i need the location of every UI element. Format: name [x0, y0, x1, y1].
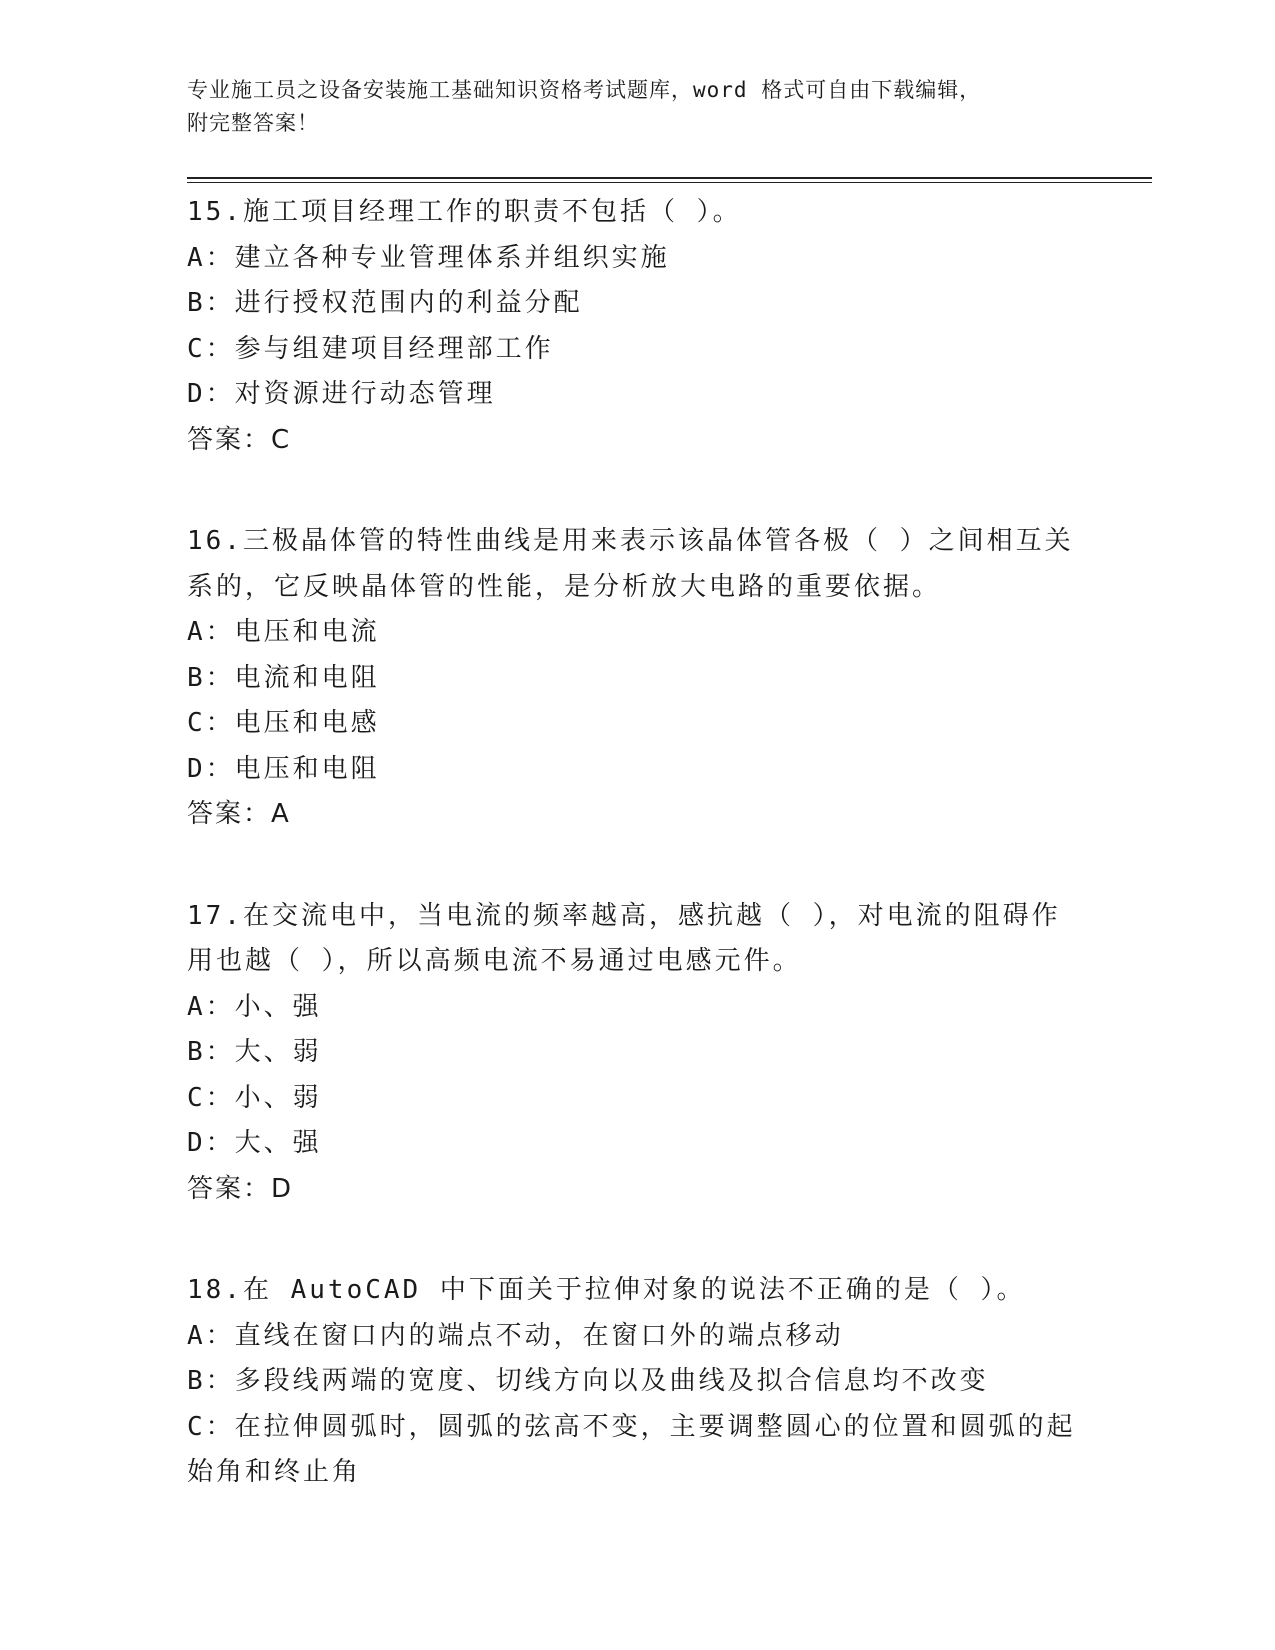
question-18	[187, 1268, 1077, 1496]
question-stem-line: 用也越（ ），所以高频电流不易通过电感元件。	[187, 946, 802, 976]
header-divider-thin	[187, 182, 1152, 183]
option-a: A：建立各种专业管理体系并组织实施	[187, 242, 670, 273]
option-b: B：大、弱	[187, 1037, 322, 1067]
answer-line: 答案：A	[187, 799, 291, 829]
answer-line: 答案：D	[187, 1173, 294, 1204]
option-d: D：对资源进行动态管理	[187, 379, 496, 409]
option-b: B：电流和电阻	[187, 662, 380, 693]
question-stem-line: 18.在 AutoCAD 中下面关于拉伸对象的说法不正确的是（ ）。	[187, 1275, 1026, 1305]
header-divider-thick	[187, 177, 1152, 179]
header-line-2: 附完整答案！	[187, 111, 319, 135]
option-d: D：电压和电阻	[187, 753, 380, 784]
option-d: D：大、强	[187, 1128, 322, 1158]
answer-line: 答案：C	[187, 424, 292, 455]
question-stem-line: 16.三极晶体管的特性曲线是用来表示该晶体管各极（ ）之间相互关	[187, 526, 1074, 556]
question-16	[187, 519, 1077, 838]
document-header	[187, 74, 1067, 140]
option-c: C：在拉伸圆弧时，圆弧的弦高不变，主要调整圆心的位置和圆弧的起	[187, 1411, 1076, 1442]
question-stem-line: 系的，它反映晶体管的性能，是分析放大电路的重要依据。	[187, 571, 942, 602]
option-c-continued: 始角和终止角	[187, 1457, 362, 1487]
option-a: A：直线在窗口内的端点不动，在窗口外的端点移动	[187, 1320, 844, 1351]
option-c: C：电压和电感	[187, 708, 380, 738]
option-b: B：多段线两端的宽度、切线方向以及曲线及拟合信息均不改变	[187, 1366, 989, 1396]
option-c: C：参与组建项目经理部工作	[187, 333, 554, 364]
question-list	[187, 190, 1077, 1552]
option-a: A：电压和电流	[187, 617, 380, 647]
question-15	[187, 190, 1077, 463]
header-line-1: 专业施工员之设备安装施工基础知识资格考试题库，word 格式可自由下载编辑，	[187, 78, 982, 102]
question-stem-line: 17.在交流电中，当电流的频率越高，感抗越（ ），对电流的阻碍作	[187, 900, 1061, 931]
question-17	[187, 894, 1077, 1213]
question-stem-line: 15.施工项目经理工作的职责不包括（ ）。	[187, 197, 742, 227]
option-b: B：进行授权范围内的利益分配	[187, 288, 583, 318]
option-c: C：小、弱	[187, 1082, 322, 1113]
option-a: A：小、强	[187, 991, 322, 1022]
